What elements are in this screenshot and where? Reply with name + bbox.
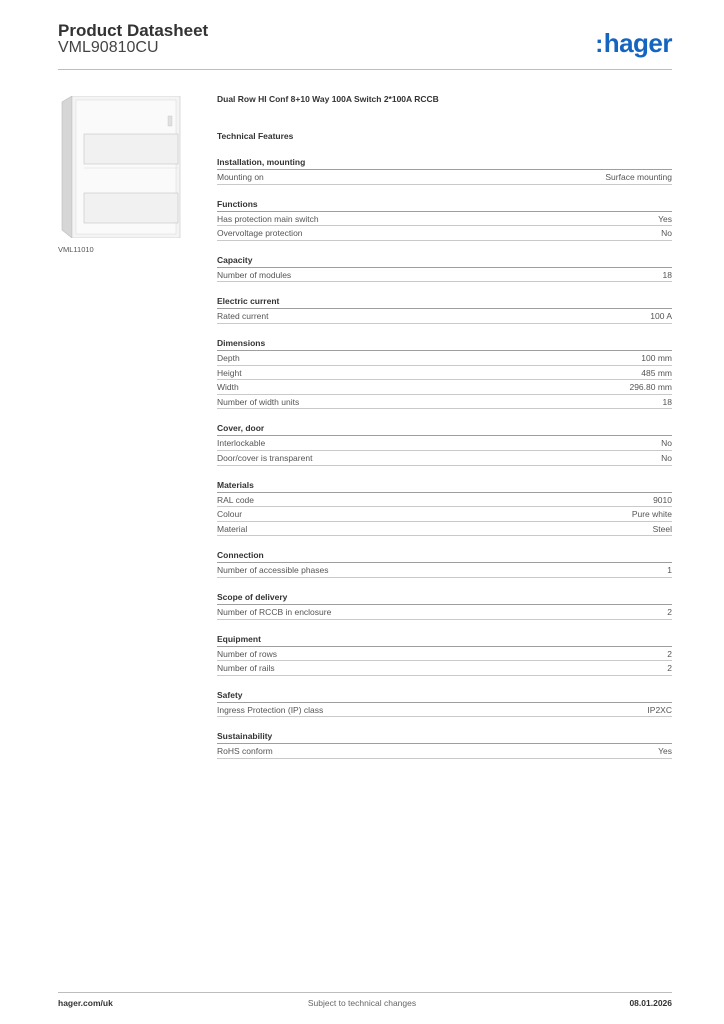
spec-label: Number of accessible phases [217,565,329,576]
footer-date: 08.01.2026 [629,998,672,1008]
spec-row [217,493,672,508]
footer-website[interactable]: hager.com/uk [58,998,113,1008]
spec-value: 296.80 mm [629,382,672,393]
spec-value: No [661,438,672,449]
footer-note: Subject to technical changes [307,998,417,1008]
spec-content [217,92,672,759]
spec-value: Yes [658,746,672,757]
header-divider [58,69,672,70]
spec-value: Pure white [631,509,672,520]
spec-section [217,688,672,718]
spec-label: Overvoltage protection [217,228,303,239]
product-name: Dual Row HI Conf 8+10 Way 100A Switch 2*100A RCCB [217,94,439,104]
section-title: Installation, mounting [217,155,672,170]
spec-value: 485 mm [641,367,672,378]
spec-section [217,632,672,676]
spec-label: Colour [217,509,243,520]
spec-value: Yes [658,213,672,224]
spec-section [217,336,672,409]
spec-label: Number of width units [217,396,300,407]
spec-value: 18 [662,396,672,407]
spec-label: Interlockable [217,438,266,449]
spec-section [217,590,672,620]
section-title: Materials [217,478,672,493]
spec-row [217,366,672,381]
spec-row [217,268,672,283]
spec-value: IP2XC [647,704,672,715]
section-title: Connection [217,548,672,563]
spec-value: 100 A [650,311,672,322]
spec-label: Number of RCCB in enclosure [217,606,332,617]
spec-row [217,226,672,241]
spec-row [217,661,672,676]
spec-label: Door/cover is transparent [217,452,313,463]
spec-row [217,212,672,227]
spec-value: 9010 [653,494,672,505]
spec-label: Number of rows [217,648,277,659]
section-title: Dimensions [217,336,672,351]
spec-row [217,647,672,662]
spec-row [217,563,672,578]
spec-value: 18 [662,269,672,280]
spec-row [217,351,672,366]
section-title: Sustainability [217,729,672,744]
spec-section [217,155,672,185]
spec-label: Number of rails [217,663,275,674]
spec-row [217,309,672,324]
section-title: Functions [217,197,672,212]
section-title: Equipment [217,632,672,647]
footer-divider [58,992,672,993]
spec-section [217,253,672,283]
spec-value: No [661,228,672,239]
spec-label: RAL code [217,494,255,505]
logo-text: hager [603,28,672,58]
spec-label: Number of modules [217,269,292,280]
page-title: Product Datasheet [58,21,209,40]
spec-label: Rated current [217,311,269,322]
spec-value: 2 [667,663,672,674]
spec-label: Height [217,367,242,378]
spec-value: 100 mm [641,352,672,363]
section-title: Cover, door [217,421,672,436]
spec-sections [217,155,672,759]
spec-label: Depth [217,352,240,363]
spec-value: 1 [667,565,672,576]
spec-label: RoHS conform [217,746,273,757]
hager-logo [595,28,672,59]
spec-row [217,703,672,718]
spec-label: Has protection main switch [217,213,319,224]
spec-row [217,744,672,759]
spec-row [217,170,672,185]
technical-features-title: Technical Features [217,131,294,141]
spec-section [217,729,672,759]
spec-section [217,421,672,465]
spec-row [217,436,672,451]
spec-row [217,605,672,620]
spec-row [217,522,672,537]
spec-section [217,294,672,324]
spec-value: No [661,452,672,463]
spec-row [217,380,672,395]
spec-section [217,197,672,241]
spec-value: Surface mounting [605,172,672,182]
logo-prefix: : [595,31,603,58]
section-title: Capacity [217,253,672,268]
spec-row [217,507,672,522]
spec-row [217,395,672,410]
spec-value: Steel [652,523,672,534]
spec-label: Ingress Protection (IP) class [217,704,324,715]
section-title: Electric current [217,294,672,309]
spec-value: 2 [667,606,672,617]
section-title: Safety [217,688,672,703]
product-image [58,96,186,238]
spec-section [217,548,672,578]
spec-value: 2 [667,648,672,659]
spec-label: Material [217,523,248,534]
product-code: VML90810CU [58,39,159,56]
spec-section [217,478,672,537]
image-caption: VML11010 [58,245,94,254]
spec-row [217,451,672,466]
spec-label: Width [217,382,239,393]
spec-label: Mounting on [217,172,264,182]
section-title: Scope of delivery [217,590,672,605]
